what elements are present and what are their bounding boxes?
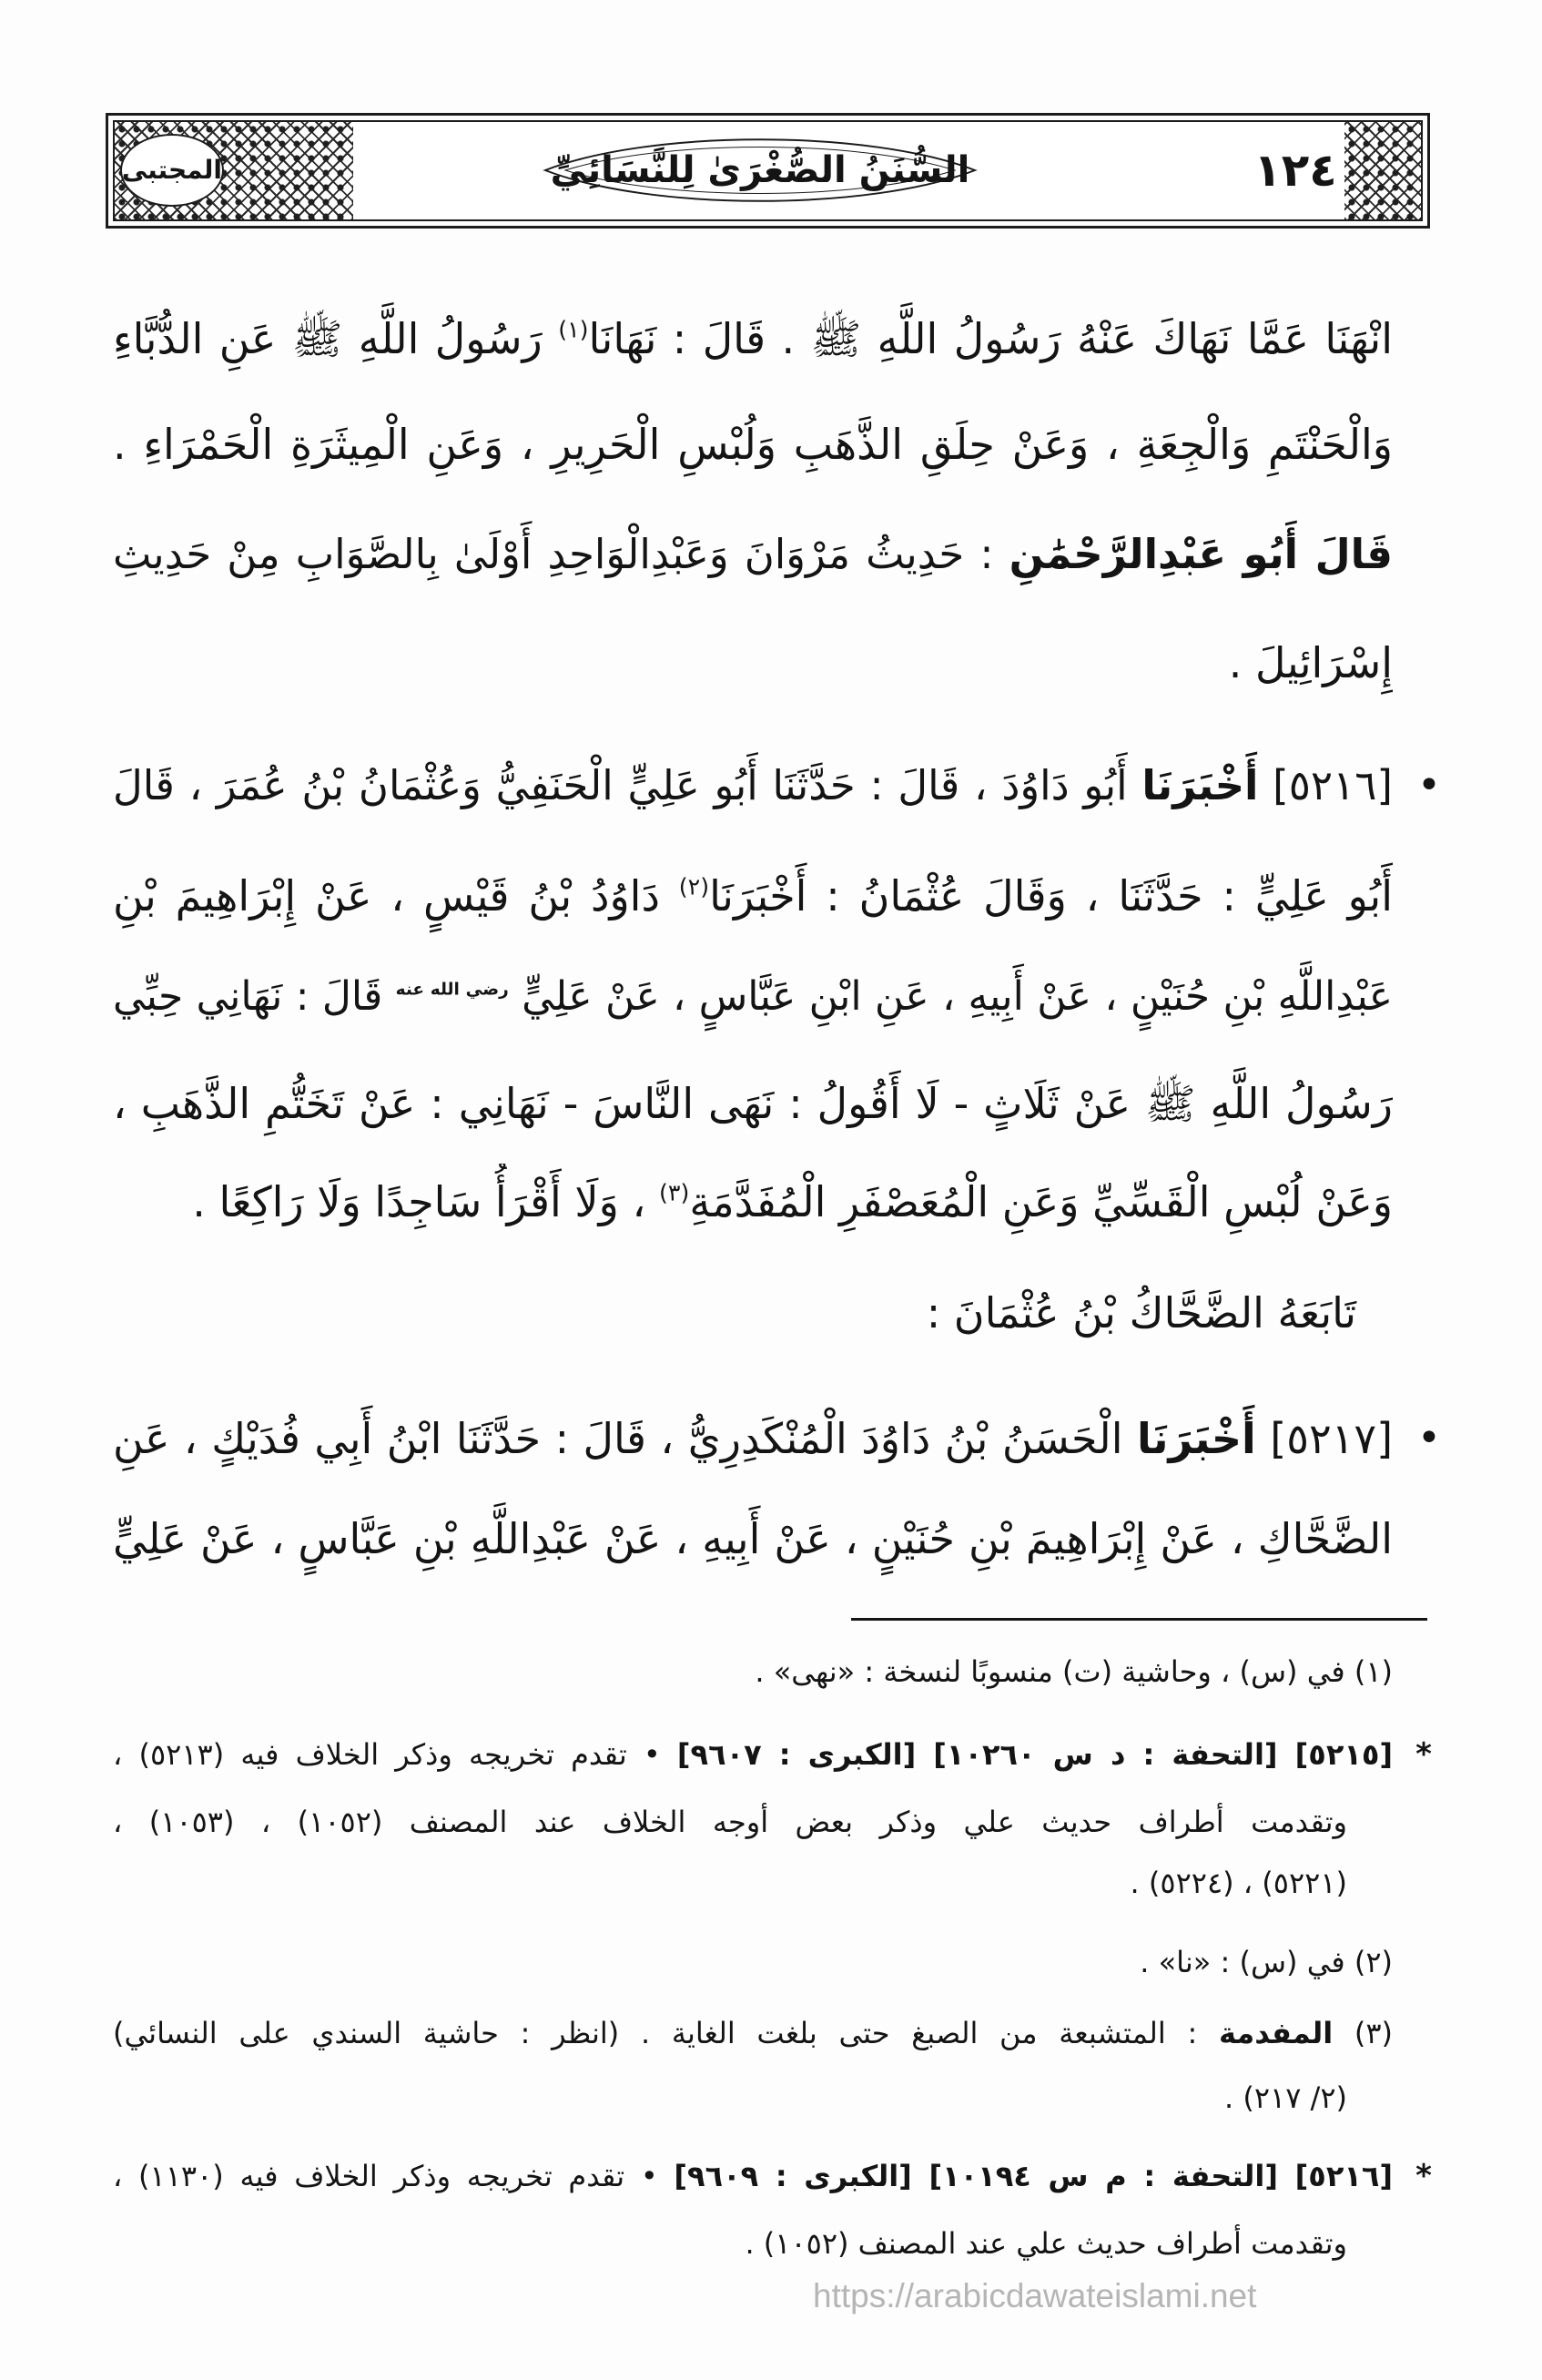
running-header bbox=[106, 113, 1430, 229]
text-line bbox=[113, 300, 1393, 377]
footnote-text: وتقدمت أطراف حديث علي عند المصنف (١٠٥٢) . bbox=[745, 2226, 1347, 2261]
footnote-text: (٢) في (س) : «نا» . bbox=[1140, 1945, 1393, 1979]
footnote-text: وتقدمت أطراف حديث علي وذكر بعض أوجه الخلاف عند المصنف (١٠٥٢) ، (١٠٥٣) ، bbox=[113, 1805, 1347, 1839]
text-segment: أَبُو عَلِيٍّ : حَدَّثَنَا ، وَقَالَ عُثْمَانُ : أَخْبَرَنَا bbox=[709, 871, 1393, 920]
running-header-inner-frame bbox=[113, 120, 1423, 221]
footnote-text: (١) في (س) ، وحاشية (ت) منسوبًا لنسخة : «نهى» . bbox=[755, 1654, 1393, 1689]
text-segment: قَالَ : نَهَانِي حِبِّي bbox=[113, 973, 383, 1020]
takhrij-references: [٥٢١٥] [التحفة : د س ١٠٢٦٠] [الكبرى : ٩٦٠٧] bbox=[676, 1737, 1393, 1772]
footnote-text: : المتشبعة من الصبغ حتى بلغت الغاية . (انظر : حاشية السندي على النسائي) bbox=[113, 2016, 1198, 2050]
footnote-3-continuation bbox=[113, 2071, 1347, 2124]
text-segment: وَالْحَنْتَمِ وَالْجِعَةِ ، وَعَنْ حِلَقِ الذَّهَبِ وَلُبْسِ الْحَرِيرِ ، وَعَنِ الْمِيثَرَةِ الْحَمْرَاءِ . bbox=[113, 420, 1393, 469]
page-number: ١٢٤ bbox=[1253, 144, 1337, 197]
text-line bbox=[113, 406, 1393, 483]
hadith-bullet: • bbox=[1417, 1415, 1441, 1461]
text-segment: الضَّحَّاكِ ، عَنْ إِبْرَاهِيمَ بْنِ حُنَيْنٍ ، عَنْ أَبِيهِ ، عَنْ عَبْدِاللَّهِ بْنِ عَبَّاسٍ ، عَنْ عَلِيٍّ bbox=[113, 1514, 1393, 1563]
text-line bbox=[113, 858, 1393, 934]
text-line bbox=[113, 1500, 1393, 1577]
footnote-term: المفدمة bbox=[1219, 2016, 1334, 2050]
text-segment: وَعَنْ لُبْسِ الْقَسِّيِّ وَعَنِ الْمُعَصْفَرِ الْمُفَدَّمَةِ bbox=[689, 1177, 1393, 1226]
hadith-opening-verb: أَخْبَرَنَا bbox=[1141, 761, 1259, 809]
footnote-1 bbox=[113, 1645, 1393, 1698]
text-segment: : حَدِيثُ مَرْوَانَ وَعَبْدِالْوَاحِدِ أَوْلَىٰ بِالصَّوَابِ مِنْ حَدِيثِ bbox=[113, 530, 994, 578]
hadith-number: [٥٢١٦] bbox=[1273, 761, 1393, 809]
text-segment: إِسْرَائِيلَ . bbox=[1228, 638, 1393, 687]
text-segment: أَبُو دَاوُدَ ، قَالَ : حَدَّثَنَا أَبُو عَلِيٍّ الْحَنَفِيُّ وَعُثْمَانُ بْنُ عُمَرَ ، قَالَ bbox=[113, 761, 1128, 809]
footnote-text: • تقدم تخريجه وذكر الخلاف فيه (٥٢١٣) ، bbox=[113, 1737, 661, 1772]
mutabaa-line bbox=[113, 1275, 1393, 1351]
footnote-text: • تقدم تخريجه وذكر الخلاف فيه (١١٣٠) ، bbox=[113, 2159, 658, 2193]
footnote-text: (٢/ ٢١٧) . bbox=[1223, 2080, 1347, 2115]
footnote-marker: (١) bbox=[558, 316, 589, 343]
ornament-pattern-right bbox=[1344, 122, 1421, 219]
text-segment: تَابَعَهُ الضَّحَّاكُ بْنُ عُثْمَانَ : bbox=[926, 1288, 1356, 1337]
footnote-marker: (٣) bbox=[658, 1179, 690, 1206]
author-comment-speaker: قَالَ أَبُو عَبْدِالرَّحْمَٰنِ bbox=[1009, 530, 1393, 578]
text-line bbox=[113, 959, 1393, 1035]
text-segment: عَبْدِاللَّهِ بْنِ حُنَيْنٍ ، عَنْ أَبِيهِ ، عَنِ ابْنِ عَبَّاسٍ ، عَنْ عَلِيٍّ bbox=[522, 973, 1393, 1020]
text-segment: انْهَنَا عَمَّا نَهَاكَ عَنْهُ رَسُولُ اللَّهِ ﷺ . قَالَ : نَهَانَا bbox=[588, 314, 1393, 363]
book-short-title: المجتبى bbox=[120, 134, 224, 207]
text-segment: الْحَسَنُ بْنُ دَاوُدَ الْمُنْكَدِرِيُّ ، قَالَ : حَدَّثَنَا ابْنُ أَبِي فُدَيْكٍ ، عَنِ bbox=[113, 1414, 1123, 1463]
text-segment: ، وَلَا أَقْرَأُ سَاجِدًا وَلَا رَاكِعًا . bbox=[192, 1177, 646, 1226]
hadith-first-line bbox=[113, 1400, 1393, 1477]
book-title: السُّنَنُ الصُّغْرَىٰ لِلنَّسَائِيِّ bbox=[550, 149, 970, 191]
honorific-glyph: رضي الله عنه bbox=[395, 980, 509, 1000]
footnote-separator bbox=[851, 1618, 1427, 1621]
takhrij-note-5215 bbox=[113, 1728, 1393, 1781]
takhrij-note-line bbox=[113, 2217, 1347, 2270]
takhrij-marker: * bbox=[1415, 1736, 1432, 1773]
takhrij-references: [٥٢١٦] [التحفة : م س ١٠١٩٤] [الكبرى : ٩٦٠٩] bbox=[674, 2159, 1393, 2193]
text-segment: رَسُولُ اللَّهِ ﷺ عَنْ ثَلَاثٍ - لَا أَقُولُ : نَهَى النَّاسَ - نَهَانِي : عَنْ تَخَتُّمِ الذَّهَبِ ، bbox=[113, 1079, 1393, 1128]
text-line bbox=[113, 1164, 1393, 1240]
takhrij-note-line bbox=[113, 1856, 1347, 1909]
footnote-marker: (٢) bbox=[678, 873, 710, 900]
footnote-number: (٣) bbox=[1354, 2016, 1393, 2050]
text-line bbox=[113, 625, 1393, 701]
text-line bbox=[113, 1065, 1393, 1142]
watermark-url: https://arabicdawateislami.net bbox=[813, 2277, 1257, 2314]
takhrij-note-line bbox=[113, 1795, 1347, 1848]
text-segment: رَسُولُ اللَّهِ ﷺ عَنِ الدُّبَّاءِ bbox=[113, 314, 543, 363]
author-comment-line bbox=[113, 516, 1393, 593]
text-segment: دَاوُدُ بْنُ قَيْسٍ ، عَنْ إِبْرَاهِيمَ بْنِ bbox=[113, 871, 660, 920]
hadith-opening-verb: أَخْبَرَنَا bbox=[1136, 1414, 1256, 1463]
footnote-3 bbox=[113, 2007, 1393, 2060]
hadith-first-line bbox=[113, 748, 1393, 824]
takhrij-note-5216 bbox=[113, 2150, 1393, 2202]
hadith-bullet: • bbox=[1417, 762, 1441, 809]
takhrij-marker: * bbox=[1415, 2158, 1432, 2194]
hadith-number: [٥٢١٧] bbox=[1270, 1414, 1393, 1463]
footnote-2 bbox=[113, 1936, 1393, 1988]
footnote-text: (٥٢٢١) ، (٥٢٢٤) . bbox=[1130, 1866, 1347, 1900]
